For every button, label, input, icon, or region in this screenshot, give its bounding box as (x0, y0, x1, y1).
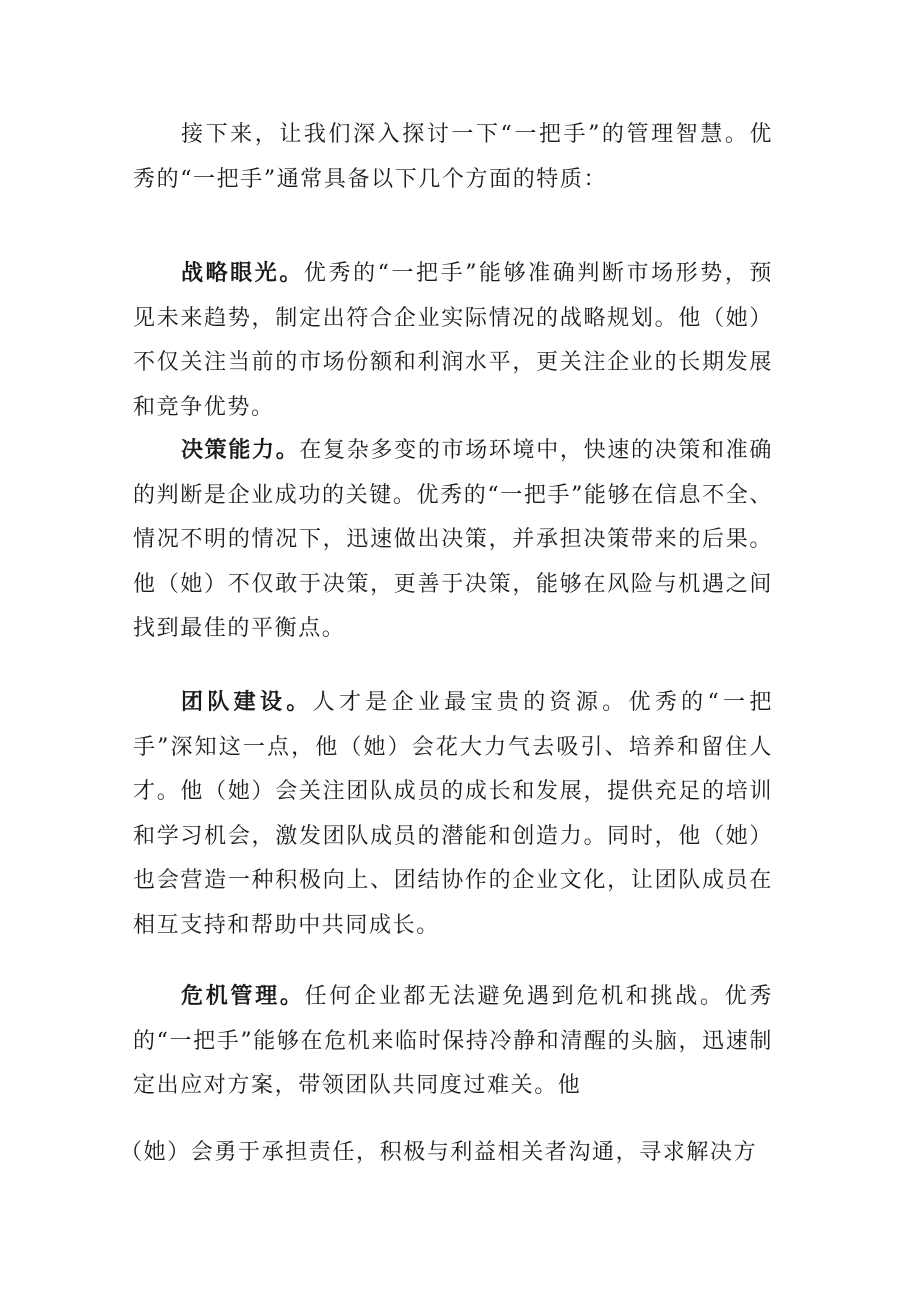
intro-paragraph: 接下来，让我们深入探讨一下“一把手”的管理智慧。优秀的“一把手”通常具备以下几个方面的特质： (133, 122, 773, 192)
section-paragraph-strategy (133, 252, 773, 430)
section-paragraph-team (133, 681, 773, 949)
section-body: 在复杂多变的市场环境中，快速的决策和准确的判断是企业成功的关键。优秀的“一把手”能够在信息不全、情况不明的情况下，迅速做出决策，并承担决策带来的后果。他（她）不仅敢于决策，更善于决策，能够在风险与机遇之间找到最佳的平衡点。 (133, 438, 773, 642)
section-heading: 决策能力。 (181, 438, 300, 463)
continuation-paragraph: （她）会勇于承担责任，积极与利益相关者沟通，寻求解决方 (120, 1140, 758, 1165)
section-heading: 团队建设。 (181, 690, 313, 715)
section-heading: 战略眼光。 (181, 261, 304, 286)
section-body: 优秀的“一把手”能够准确判断市场形势，预见未来趋势，制定出符合企业实际情况的战略规划。他（她）不仅关注当前的市场份额和利润水平，更关注企业的长期发展和竞争优势。 (133, 261, 773, 420)
section-body: 人才是企业最宝贵的资源。优秀的“一把手”深知这一点，他（她）会花大力气去吸引、培养和留住人才。他（她）会关注团队成员的成长和发展，提供充足的培训和学习机会，激发团队成员的潜能和创造力。同时，他（她）也会营造一种积极向上、团结协作的企业文化，让团队成员在相互支持和帮助中共同成长。 (133, 690, 773, 938)
section-paragraph-decision (133, 429, 773, 652)
section-heading: 危机管理。 (181, 984, 305, 1009)
section-body: 任何企业都无法避免遇到危机和挑战。优秀的“一把手”能够在危机来临时保持冷静和清醒的头脑，迅速制定出应对方案，带领团队共同度过难关。他 (133, 984, 773, 1099)
section-paragraph-crisis (133, 975, 773, 1109)
